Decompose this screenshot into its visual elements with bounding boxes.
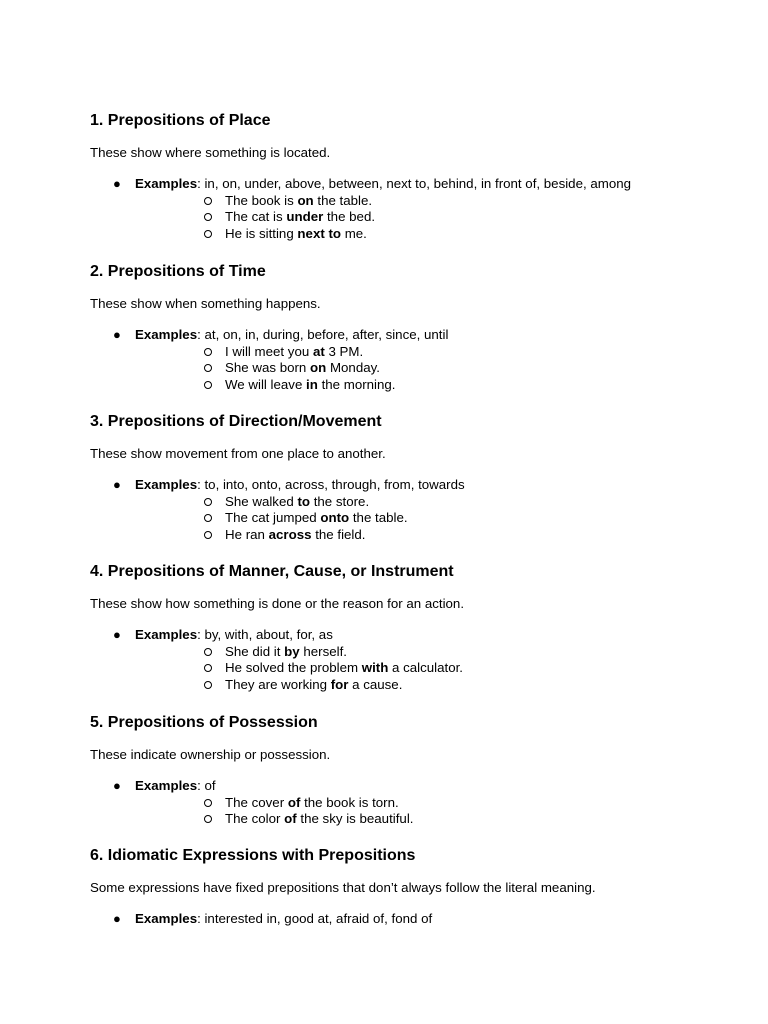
section-heading: 4. Prepositions of Manner, Cause, or Instrument <box>90 563 454 580</box>
section-place <box>90 111 740 242</box>
circle-bullet-icon <box>204 648 212 656</box>
circle-bullet-icon <box>204 498 212 506</box>
circle-bullet-icon <box>204 815 212 823</box>
section-heading: 6. Idiomatic Expressions with Prepositions <box>90 847 416 864</box>
sentence-text: He is sitting <box>225 225 298 241</box>
circle-bullet-icon <box>204 531 212 539</box>
section-heading: 1. Prepositions of Place <box>90 112 271 129</box>
example-sentence <box>135 226 740 243</box>
preposition: onto <box>320 510 350 525</box>
preposition: by <box>284 643 300 659</box>
sentence-text: the bed. <box>323 209 376 224</box>
preposition: next to <box>297 225 342 241</box>
examples-label: Examples <box>135 778 198 793</box>
examples-bullet <box>90 627 740 693</box>
sentence-text: the table. <box>313 192 373 208</box>
section-direction <box>90 412 740 543</box>
section-intro: These show when something happens. <box>90 296 321 311</box>
examples-text: : of <box>197 778 216 793</box>
examples-label: Examples <box>135 176 198 191</box>
preposition: on <box>297 192 314 208</box>
sentence-text: She did it <box>225 643 285 659</box>
examples-bullet <box>90 176 740 242</box>
preposition: in <box>306 376 318 392</box>
example-sentence <box>135 660 740 677</box>
section-manner <box>90 562 740 693</box>
sentence-text: They are working <box>225 676 331 692</box>
example-sentence <box>135 510 740 527</box>
examples-label: Examples <box>135 327 198 342</box>
sentence-text: She walked <box>225 493 298 509</box>
example-sentence <box>135 677 740 694</box>
examples-text: : at, on, in, during, before, after, since, until <box>197 327 449 342</box>
bullet-icon: ● <box>113 477 121 492</box>
circle-bullet-icon <box>204 230 212 238</box>
sentence-text: The book is <box>225 192 298 208</box>
examples-text: : in, on, under, above, between, next to, behind, in front of, beside, among <box>197 176 632 191</box>
sentence-text: Monday. <box>326 360 380 375</box>
sentence-text: He ran <box>225 526 269 542</box>
circle-bullet-icon <box>204 348 212 356</box>
circle-bullet-icon <box>204 799 212 807</box>
section-heading: 2. Prepositions of Time <box>90 263 266 280</box>
sentence-text: the morning. <box>317 376 396 392</box>
section-intro: These show movement from one place to another. <box>90 446 386 461</box>
preposition: at <box>312 343 325 359</box>
circle-bullet-icon <box>204 197 212 205</box>
sentence-text: me. <box>341 225 367 241</box>
example-sentences <box>135 494 740 544</box>
example-sentences <box>135 344 740 394</box>
examples-bullet <box>90 327 740 393</box>
example-sentences <box>135 644 740 694</box>
sentence-text: He solved the problem <box>225 660 362 675</box>
bullet-icon: ● <box>113 176 121 191</box>
preposition: of <box>284 811 297 826</box>
example-sentence <box>135 644 740 661</box>
section-heading: 5. Prepositions of Possession <box>90 714 318 731</box>
sentence-text: herself. <box>299 643 347 659</box>
circle-bullet-icon <box>204 514 212 522</box>
example-sentence <box>135 193 740 210</box>
circle-bullet-icon <box>204 681 212 689</box>
bullet-icon: ● <box>113 911 121 926</box>
sentence-text: She was born <box>225 360 311 375</box>
examples-text: : to, into, onto, across, through, from, towards <box>197 477 465 492</box>
example-sentence <box>135 377 740 394</box>
preposition: to <box>297 493 311 509</box>
section-intro: These show where something is located. <box>90 145 331 160</box>
section-time <box>90 262 740 393</box>
circle-bullet-icon <box>204 381 212 389</box>
bullet-icon: ● <box>113 327 121 342</box>
example-sentence <box>135 795 740 812</box>
examples-bullet <box>90 778 740 828</box>
sentence-text: 3 PM. <box>324 343 364 359</box>
example-sentence <box>135 527 740 544</box>
sentence-text: the store. <box>310 493 370 509</box>
examples-bullet <box>90 477 740 543</box>
sentence-text: The cover <box>225 794 288 810</box>
section-possession <box>90 713 740 828</box>
preposition: on <box>310 360 327 375</box>
section-intro: These indicate ownership or possession. <box>90 747 331 762</box>
example-sentences <box>135 193 740 243</box>
circle-bullet-icon <box>204 664 212 672</box>
sentence-text: We will leave <box>225 376 307 392</box>
section-idiomatic <box>90 846 740 928</box>
circle-bullet-icon <box>204 213 212 221</box>
example-sentence <box>135 360 740 377</box>
sentence-text: The cat jumped <box>225 510 321 525</box>
preposition: across <box>268 526 312 542</box>
examples-label: Examples <box>135 911 198 926</box>
example-sentence <box>135 344 740 361</box>
sentence-text: The cat is <box>225 209 287 224</box>
example-sentence <box>135 209 740 226</box>
section-intro: These show how something is done or the reason for an action. <box>90 596 465 611</box>
preposition: of <box>287 794 301 810</box>
examples-text: : by, with, about, for, as <box>197 627 333 642</box>
examples-label: Examples <box>135 627 198 642</box>
example-sentence <box>135 811 740 828</box>
sentence-text: a calculator. <box>388 660 463 675</box>
section-heading: 3. Prepositions of Direction/Movement <box>90 413 382 430</box>
bullet-icon: ● <box>113 627 121 642</box>
examples-bullet <box>90 911 740 928</box>
sentence-text: the field. <box>311 526 366 542</box>
sentence-text: the sky is beautiful. <box>296 811 414 826</box>
preposition: for <box>330 676 349 692</box>
sentence-text: a cause. <box>348 676 403 692</box>
example-sentences <box>135 795 740 828</box>
example-sentence <box>135 494 740 511</box>
sentence-text: I will meet you <box>225 343 313 359</box>
preposition: under <box>286 209 324 224</box>
bullet-icon: ● <box>113 778 121 793</box>
sentence-text: The color <box>225 811 285 826</box>
sentence-text: the book is torn. <box>300 794 399 810</box>
examples-text: : interested in, good at, afraid of, fond of <box>197 911 433 926</box>
examples-label: Examples <box>135 477 198 492</box>
circle-bullet-icon <box>204 364 212 372</box>
preposition: with <box>361 660 389 675</box>
section-intro: Some expressions have fixed prepositions that don’t always follow the literal meaning. <box>90 880 596 895</box>
sentence-text: the table. <box>349 510 408 525</box>
